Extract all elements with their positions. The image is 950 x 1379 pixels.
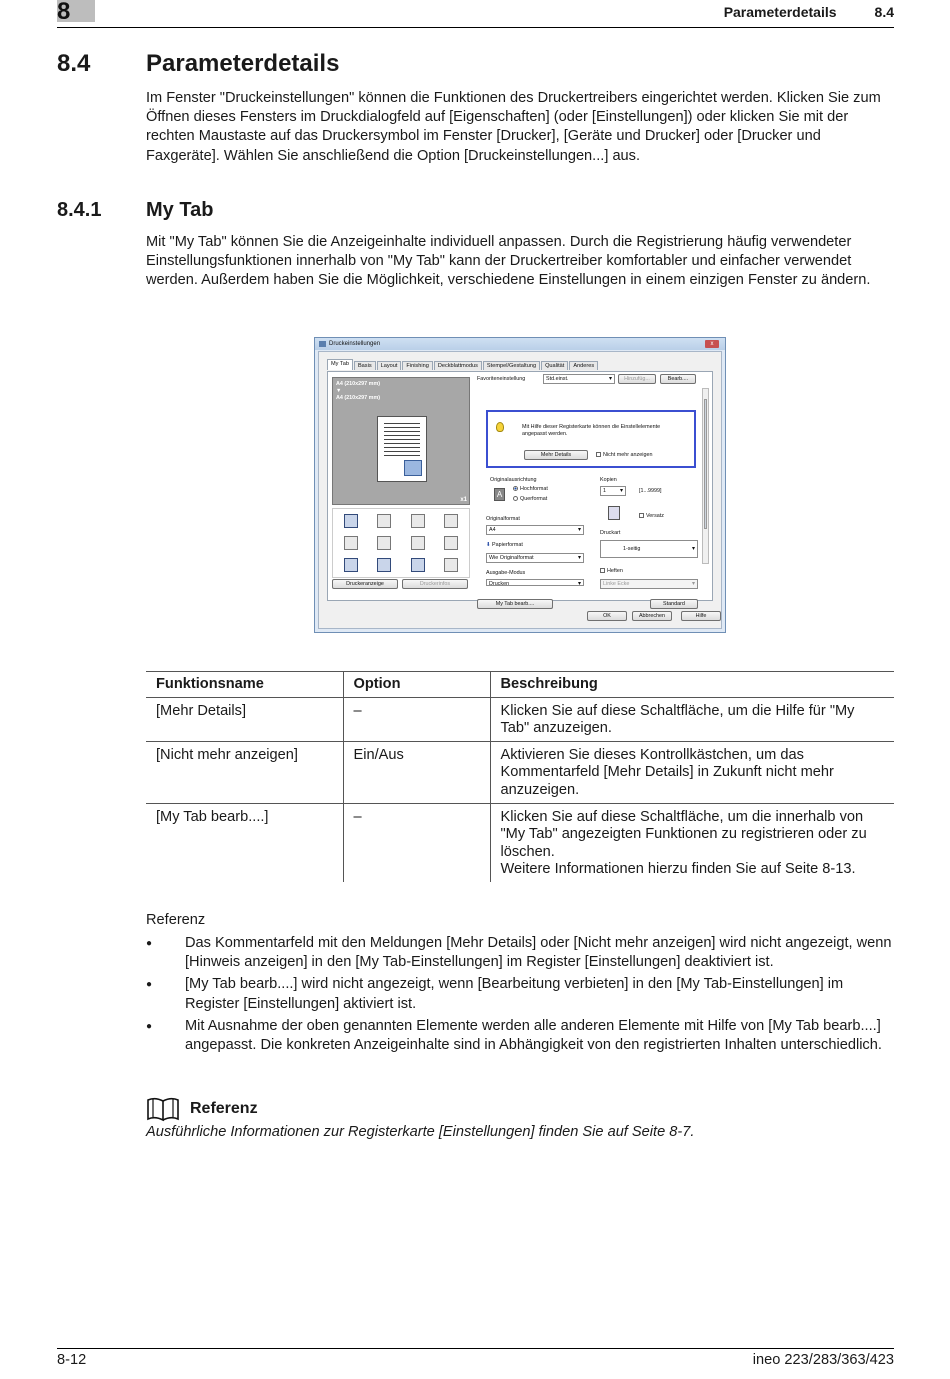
panel-scrollbar[interactable] bbox=[702, 388, 709, 564]
mytab-intro-paragraph: Mit "My Tab" können Sie die Anzeigeinhalte individuell anpassen. Durch die Registrierung häufig verwendeter Einstellungsfunktionen innerhalb von "My Tab" kann der Druckertreiber komfortabler und einfacher verwendet werden. Außerdem haben Sie die Möglichkeit, verschiedene Einstellungen in einem einzigen Fenster zu ändern. bbox=[146, 234, 871, 289]
copies-icon bbox=[608, 506, 620, 520]
footer-rule bbox=[57, 1348, 894, 1349]
dialog-body bbox=[318, 351, 722, 629]
table-cell-name: [Mehr Details] bbox=[146, 697, 343, 741]
user-icon[interactable] bbox=[377, 558, 391, 572]
subsection-heading bbox=[57, 199, 213, 222]
favoriten-select[interactable]: Std.einst. ▾ bbox=[543, 374, 615, 384]
section-heading bbox=[57, 50, 339, 78]
papierformat-select[interactable]: Wie Originalformat ▾ bbox=[486, 553, 584, 563]
tab-stempel-gestaltung[interactable]: Stempel/Gestaltung bbox=[483, 361, 540, 370]
ok-button[interactable]: OK bbox=[587, 611, 627, 621]
nicht-mehr-anzeigen-checkbox[interactable] bbox=[596, 452, 652, 458]
page-thumbnail bbox=[377, 416, 427, 482]
table-cell-option: – bbox=[343, 803, 490, 882]
tab-layout[interactable]: Layout bbox=[377, 361, 402, 370]
abbrechen-button[interactable]: Abbrechen bbox=[632, 611, 672, 621]
originalformat-label: Originalformat bbox=[486, 516, 520, 522]
lightbulb-icon bbox=[496, 422, 504, 432]
header-section-number: 8.4 bbox=[874, 4, 894, 20]
table-cell-name: [My Tab bearb....] bbox=[156, 808, 269, 825]
page-number: 8-12 bbox=[57, 1352, 87, 1368]
reference-bullet-list bbox=[146, 934, 896, 1058]
reference-box-text: Ausführliche Informationen zur Registerkarte [Einstellungen] finden Sie auf Seite 8-7. bbox=[146, 1124, 695, 1140]
druckart-select[interactable]: 1-seitig ▾ bbox=[600, 540, 698, 558]
querformat-radio[interactable] bbox=[513, 496, 547, 502]
table-row bbox=[146, 741, 894, 803]
dialog-titlebar bbox=[315, 338, 725, 350]
tab-finishing[interactable]: Finishing bbox=[402, 361, 432, 370]
document-icon[interactable] bbox=[411, 536, 425, 550]
tab-panel bbox=[327, 371, 713, 607]
bearb-button[interactable]: Bearb.... bbox=[660, 374, 696, 384]
druckeinstellungen-dialog bbox=[314, 337, 726, 633]
list-item: ● Mit Ausnahme der oben genannten Elemente werden alle anderen Elemente mit Hilfe von [My Tab bearb....] angepasst. Die konkreten Anzeigeinhalte sind in Abhängigkeit von den registrierten Inhalten unterschiedlich. bbox=[146, 1017, 896, 1055]
table-row bbox=[146, 697, 894, 741]
tab-qualitaet[interactable]: Qualität bbox=[541, 361, 568, 370]
kopien-label: Kopien bbox=[600, 477, 617, 483]
dialog-title: Druckeinstellungen bbox=[329, 341, 381, 347]
table-cell-option: Ein/Aus bbox=[343, 741, 490, 803]
combine-icon[interactable] bbox=[377, 514, 391, 528]
druckart-label: Druckart bbox=[600, 530, 621, 536]
druckerinfos-button[interactable]: Druckerinfos bbox=[402, 579, 468, 589]
printer-icon bbox=[319, 341, 326, 347]
info-box bbox=[486, 410, 696, 468]
tab-basis[interactable]: Basis bbox=[354, 361, 376, 370]
reference-box-title: Referenz bbox=[190, 1100, 258, 1117]
close-button[interactable]: x bbox=[705, 340, 719, 348]
mehr-details-button[interactable]: Mehr Details bbox=[524, 450, 588, 460]
tab-anderes[interactable]: Anderes bbox=[569, 361, 598, 370]
table-cell-name: [Nicht mehr anzeigen] bbox=[146, 741, 343, 803]
tab-deckblattmodus[interactable]: Deckblattmodus bbox=[434, 361, 482, 370]
tab-bar bbox=[327, 361, 599, 370]
originalausrichtung-label: Originalausrichtung bbox=[490, 477, 537, 483]
header-section-title: Parameterdetails bbox=[723, 4, 837, 20]
info-text: Mit Hilfe dieser Registerkarte können die Einstellelemente angepasst werden. bbox=[522, 424, 661, 437]
table-cell-option: – bbox=[343, 697, 490, 741]
my-tab-bearb-button[interactable]: My Tab bearb.... bbox=[477, 599, 553, 609]
column-header-option: Option bbox=[343, 672, 490, 698]
ausgabe-modus-label: Ausgabe-Modus bbox=[486, 570, 526, 576]
table-header-row bbox=[146, 672, 894, 698]
standard-button[interactable]: Standard bbox=[650, 599, 698, 609]
column-header-beschreibung: Beschreibung bbox=[490, 672, 894, 698]
function-table bbox=[146, 671, 894, 882]
subsection-heading-number: 8.4.1 bbox=[57, 199, 102, 221]
list-item: ● Das Kommentarfeld mit den Meldungen [Mehr Details] oder [Nicht mehr anzeigen] wird nicht angezeigt, wenn [Hinweis anzeigen] in den [My Tab-Einstellungen] im Register [Einstellungen] deaktiviert ist. bbox=[146, 934, 896, 972]
heften-select[interactable]: Linke Ecke ▾ bbox=[600, 579, 698, 589]
favoriten-label: Favoriteneinstellung bbox=[477, 376, 526, 382]
arrow-down-icon: ▼ bbox=[336, 388, 342, 394]
druckeranzeige-button[interactable]: Druckeranzeige bbox=[332, 579, 398, 589]
text-icon[interactable] bbox=[377, 536, 391, 550]
preview-paper-label: A4 (210x297 mm) bbox=[336, 381, 381, 387]
function-icon-grid bbox=[332, 508, 470, 578]
printer-icon[interactable] bbox=[344, 558, 358, 572]
heften-label: Heften bbox=[607, 568, 623, 574]
tab-my-tab[interactable]: My Tab bbox=[327, 359, 353, 370]
table-cell-description: Klicken Sie auf diese Schaltfläche, um die Hilfe für "My Tab" anzuzeigen. bbox=[490, 697, 894, 741]
duplex-icon[interactable] bbox=[344, 536, 358, 550]
papierformat-label: ⬇ Papierformat bbox=[486, 542, 523, 548]
page-icon[interactable] bbox=[444, 558, 458, 572]
nicht-mehr-anzeigen-label: Nicht mehr anzeigen bbox=[603, 452, 653, 458]
running-header bbox=[686, 4, 894, 20]
arrow-down-icon: ⬇ bbox=[486, 542, 491, 548]
table-row bbox=[146, 803, 894, 882]
header-rule bbox=[57, 27, 894, 28]
stack-icon[interactable] bbox=[444, 536, 458, 550]
layout-icon[interactable] bbox=[344, 514, 358, 528]
column-header-funktionsname: Funktionsname bbox=[146, 672, 343, 698]
hinzufuegen-button[interactable]: Hinzufüg... bbox=[618, 374, 656, 384]
intro-paragraph: Im Fenster "Druckeinstellungen" können die Funktionen des Druckertreibers eingerichtet werden. Klicken Sie zum Öffnen dieses Fensters im Druckdialogfeld auf [Eigenschaften] (oder [Einstellungen]) oder klicken Sie mit der rechten Maustaste auf das Druckersymbol im Fenster [Drucker], [Geräte und Drucker] oder [Drucker und Faxgeräte]. Wählen Sie anschließend die Option [Druckeinstellungen...] aus. bbox=[146, 90, 881, 164]
group-icon[interactable] bbox=[411, 558, 425, 572]
product-name: ineo 223/283/363/423 bbox=[752, 1352, 894, 1368]
copies-badge: x1 bbox=[460, 497, 467, 503]
table-cell-description: Aktivieren Sie dieses Kontrollkästchen, um das Kommentarfeld [Mehr Details] in Zukunft nicht mehr anzuzeigen. bbox=[490, 741, 894, 803]
section-heading-number: 8.4 bbox=[57, 50, 91, 77]
kopien-input[interactable]: 1 ▾ bbox=[600, 486, 626, 496]
portrait-icon: A bbox=[494, 488, 505, 501]
querformat-label: Querformat bbox=[520, 496, 548, 502]
subsection-heading-title: My Tab bbox=[146, 199, 214, 221]
table-cell-description: Klicken Sie auf diese Schaltfläche, um die innerhalb von "My Tab" angezeigten Funktionen zu registrieren oder zu löschen. Weitere Informationen hierzu finden Sie auf Seite 8-13. bbox=[490, 803, 894, 882]
hilfe-button[interactable]: Hilfe bbox=[681, 611, 721, 621]
hochformat-radio[interactable] bbox=[513, 486, 548, 492]
scrollbar-thumb[interactable] bbox=[704, 399, 707, 529]
heften-checkbox[interactable] bbox=[600, 568, 623, 574]
originalformat-select[interactable]: A4 ▾ bbox=[486, 525, 584, 535]
page-preview bbox=[332, 377, 470, 505]
list-item: ● [My Tab bearb....] wird nicht angezeigt, wenn [Bearbeitung verbieten] in den [My Tab-Einstellungen] im Register [Einstellungen] aktiviert ist. bbox=[146, 975, 896, 1013]
reference-box-heading bbox=[146, 1096, 258, 1122]
versatz-checkbox[interactable] bbox=[639, 513, 664, 519]
ausgabe-modus-select[interactable]: Drucken ▾ bbox=[486, 579, 584, 586]
booklet-icon[interactable] bbox=[411, 514, 425, 528]
book-icon bbox=[146, 1096, 182, 1122]
referenz-label: Referenz bbox=[146, 912, 206, 928]
hochformat-label: Hochformat bbox=[520, 486, 548, 492]
preview-output-label: A4 (210x297 mm) bbox=[336, 395, 381, 401]
staple-position-icon bbox=[404, 460, 422, 476]
section-heading-title: Parameterdetails bbox=[146, 50, 340, 77]
versatz-label: Versatz bbox=[646, 513, 664, 519]
rotate-icon[interactable] bbox=[444, 514, 458, 528]
kopien-range: [1...9999] bbox=[639, 488, 662, 494]
chapter-number: 8 bbox=[57, 0, 71, 25]
